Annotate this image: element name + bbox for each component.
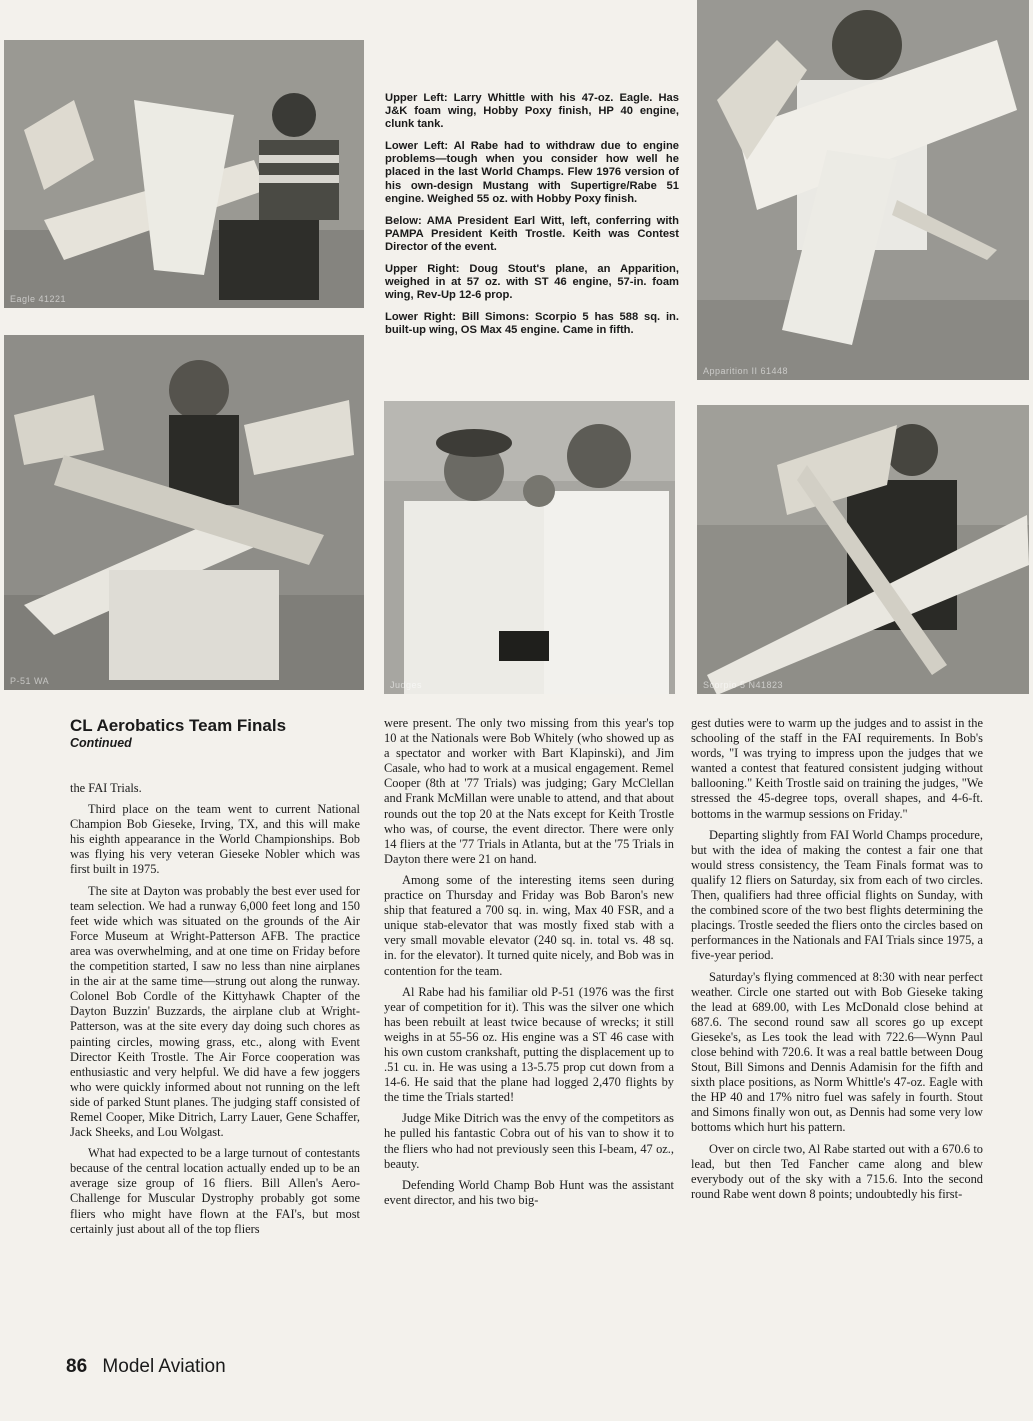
page-number: 86 <box>66 1356 88 1377</box>
paragraph: the FAI Trials. <box>70 781 142 795</box>
photo-upper-left-label: Eagle 41221 <box>10 294 67 304</box>
caption-lower-left: Lower Left: Al Rabe had to withdraw due to engine problems—tough when you consider how well he placed in the last World Champs. Flew 1976 version of his own-design Mustang with Supertigre/Rabe 51 engine. Weighed 55 oz. with Hobby Poxy finish. <box>385 140 679 205</box>
photo-lower-right-label: Scorpio 5 N41823 <box>703 680 784 690</box>
photo-lower-left-image <box>4 335 364 690</box>
photo-center-image <box>384 401 675 694</box>
paragraph: Over on circle two, Al Rabe started out with a 670.6 to lead, but then Ted Fancher came along and blew everybody out of the sky with a 715.6. Into the second round Rabe went down 8 points; undoubtedly his first- <box>691 1141 983 1201</box>
article-continued-label: Continued <box>70 736 132 750</box>
caption-upper-left: Upper Left: Larry Whittle with his 47-oz. Eagle. Has J&K foam wing, Hobby Poxy finish, HP 40 engine, clunk tank. <box>385 92 679 131</box>
article-headline: CL Aerobatics Team Finals <box>70 716 287 735</box>
article-heading <box>70 716 370 751</box>
caption-upper-right: Upper Right: Doug Stout's plane, an Apparition, weighed in at 57 oz. with ST 46 engine, 57-in. foam wing, Rev-Up 12-6 prop. <box>385 263 679 302</box>
paragraph: Al Rabe had his familiar old P-51 (1976 was the first year of competition for it). This was the silver one which has been rebuilt at least twice because of wrecks; it still weighs in at 55-56 oz. His engine was a ST 46 case with his own custom crankshaft, putting the displacement up to .51 cu. in. He was using a 13-5.75 prop cut down from a 14-6. He said that the plane had logged 2,470 flights by the time the Trials started! <box>384 984 674 1105</box>
paragraph: Defending World Champ Bob Hunt was the assistant event director, and his two big- <box>384 1177 674 1207</box>
page-footer <box>66 1355 226 1379</box>
article-column-1 <box>70 781 360 1243</box>
photo-upper-left <box>4 40 364 308</box>
article-column-3 <box>691 716 983 1208</box>
photo-upper-right <box>697 0 1029 380</box>
paragraph: were present. The only two missing from this year's top 10 at the Nationals were Bob Whitely (who showed up as a spectator and worker with Bart Klapinski), and Jim Casale, who had to work at a musical engagement. Remel Cooper (8th at '77 Trials) was judging; Gary McClellan and Frank McMillan were unable to attend, and that about rounds out the top 20 at the Nats except for Keith Trostle who was, of course, the event director. There were only 14 fliers at the '77 Trials in Atlanta, but at the '75 Trials in Dayton there were 21 on hand. <box>384 716 674 866</box>
photo-center <box>384 401 675 694</box>
caption-below: Below: AMA President Earl Witt, left, conferring with PAMPA President Keith Trostle. Keith was Contest Director of the event. <box>385 214 679 253</box>
photo-center-label: Judges <box>390 680 423 690</box>
photo-lower-left <box>4 335 364 690</box>
paragraph: gest duties were to warm up the judges and to assist in the schooling of the staff in the FAI requirements. In Bob's words, "I was trying to impress upon the judges that we wanted a contest that featured consistent judging without ballooning." Keith Trostle said on training the judges, "We stressed the 45-degree tops, overall shapes, and 4-6-ft. bottoms in the warmup sessions on Friday." <box>691 716 983 821</box>
photo-upper-right-image <box>697 0 1029 380</box>
paragraph: Third place on the team went to current National Champion Bob Gieseke, Irving, TX, and this will make his eighth appearance in the World Championships. Bob was flying his very veteran Gieseke Nobler which was first built in 1975. <box>70 802 360 877</box>
paragraph: Saturday's flying commenced at 8:30 with near perfect weather. Circle one started out with Bob Gieseke taking the lead at 689.00, with Les McDonald close behind at 687.6. The second round saw all scores go up except Gieseke's, as Les took the lead with 722.6—Wynn Paul close behind with 720.6. It was a real battle between Doug Stout, Bill Simons and Dennis Adamisin for the fifth and sixth place positions, as Norm Whittle's 47-oz. Eagle with the HP 40 and 17% nitro fuel was safely in fourth. Stout and Simons finally won out, as Dennis had some very low bottoms which hurt his pattern. <box>691 969 983 1135</box>
photo-upper-left-image <box>4 40 364 308</box>
paragraph: The site at Dayton was probably the best ever used for team selection. We had a runway 6,000 feet long and 150 feet wide which was situated on the grounds of the Air Force Museum at Wright-Patterson AFB. The practice area was overwhelming, and at one time on Friday before the competition started, I saw no less than nine airplanes in the air at the same time—strung out along the runway. Colonel Bob Cordle of the Kittyhawk Chapter of the Dayton Buzzin' Buzzards, the airplane club at Wright-Patterson, was at the site every day doing such chores as painting circles, mowing grass, etc., along with Event Director Keith Trostle. The Air Force cooperation was enthusiastic and very helpful. We did have a few joggers who were quickly informed about not running on the left side of parked Stunt planes. The judging staff consisted of Remel Cooper, Mike Ditrich, Larry Lauer, Gene Schaffer, Jack Sheeks, and Lou Wolgast. <box>70 883 360 1140</box>
caption-lower-right: Lower Right: Bill Simons: Scorpio 5 has 588 sq. in. built-up wing, OS Max 45 engine. Came in fifth. <box>385 311 679 337</box>
paragraph: Among some of the interesting items seen during practice on Thursday and Friday was Bob Baron's new ship that featured a 700 sq. in. wing, Max 40 FSR, and a unique stab-elevator that was mostly fixed stab with a very small movable elevator (240 sq. in. total vs. 48 sq. in. for the elevator). It turned quite nicely, and Bob was in contention for the team. <box>384 872 674 978</box>
paragraph: What had expected to be a large turnout of contestants because of the central location actually ended up to be an average size group of 16 fliers. Bill Allen's Aero-Challenge for Muscular Dystrophy probably got some fliers who might have flown at the FAI's, but most certainly just about all of the top fliers <box>70 1146 360 1236</box>
magazine-title: Model Aviation <box>102 1356 226 1377</box>
article-column-2 <box>384 716 674 1214</box>
paragraph: Judge Mike Ditrich was the envy of the competitors as he pulled his fantastic Cobra out of his van to show it to the fliers who had not previously seen this I-beam, 47 oz., beauty. <box>384 1111 674 1171</box>
paragraph: Departing slightly from FAI World Champs procedure, but with the idea of making the contest a fair one that would stress consistency, the Team Finals format was to qualify 12 fliers on Saturday, six from each of two circles. Then, qualifiers had three official flights on Sunday, with the combined score of the two best flights determining the placings. Trostle seeded the fliers onto the circles based on performances in the Nationals and FAI Trials since 1975, a five-year period. <box>691 827 983 963</box>
photo-lower-right-image <box>697 405 1029 694</box>
photo-captions <box>385 92 679 347</box>
photo-upper-right-label: Apparition II 61448 <box>703 366 789 376</box>
photo-lower-left-label: P-51 WA <box>10 676 50 686</box>
photo-lower-right <box>697 405 1029 694</box>
